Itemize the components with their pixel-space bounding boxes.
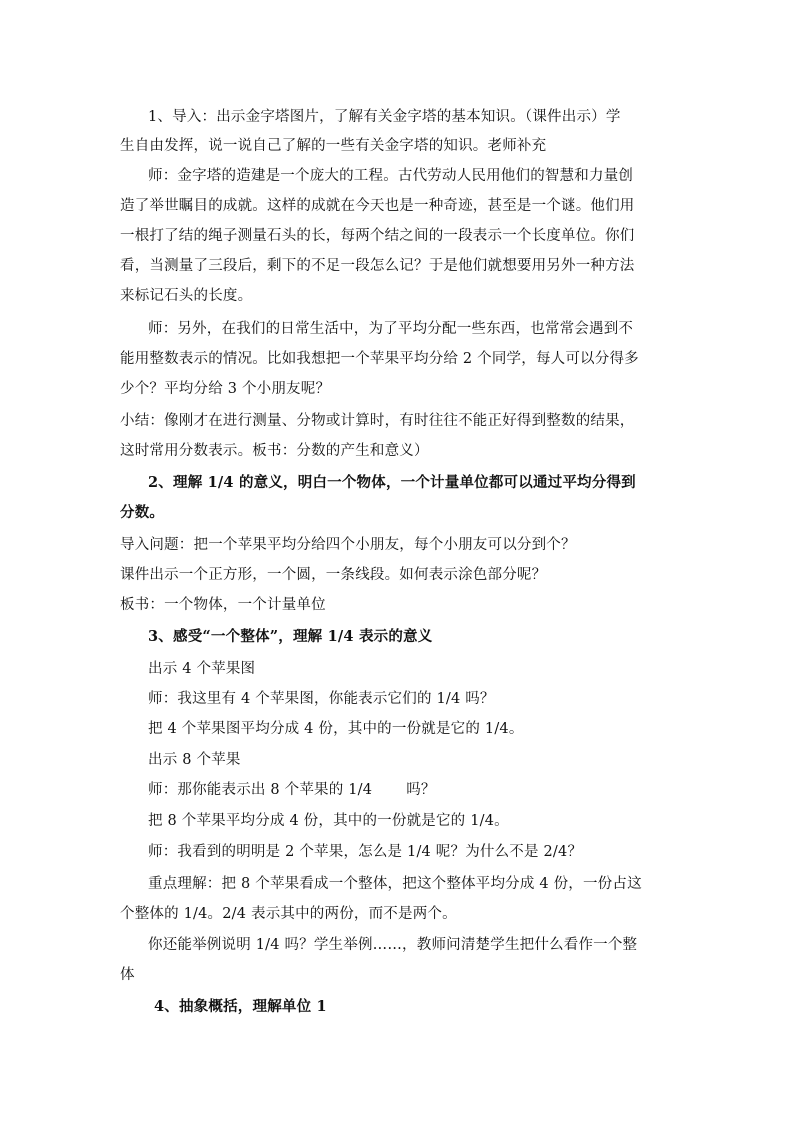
- heading-section-3: 3、感受“一个整体”，理解 1/4 表示的意义: [148, 628, 433, 645]
- section-2-board: 板书：一个物体，一个计量单位: [120, 597, 326, 613]
- paragraph-key-point-line-2: 个整体的 1/4。2/4 表示其中的两份，而不是两个。: [120, 906, 457, 922]
- section-3-question: [148, 780, 436, 800]
- paragraph-summary-line-2: 这时常用分数表示。板书：分数的产生和意义）: [120, 443, 429, 459]
- paragraph-summary-line-1: 小结：像刚才在进行测量、分物或计算时，有时往往不能正好得到整数的结果，: [120, 413, 635, 429]
- section-3-line-3: 把 4 个苹果图平均分成 4 份，其中的一份就是它的 1/4。: [148, 721, 524, 737]
- heading-section-2-line-2: 分数。: [120, 504, 165, 521]
- paragraph-examples-line-1: 你还能举例说明 1/4 吗？学生举例……，教师问清楚学生把什么看作一个整: [148, 937, 638, 953]
- paragraph-intro-line-2: 生自由发挥，说一说自己了解的一些有关金字塔的知识。老师补充: [120, 138, 547, 154]
- paragraph-daily-life-line-3: 少个？平均分给 3 个小朋友呢？: [120, 381, 331, 397]
- paragraph-pyramid-line-5: 来标记石头的长度。: [120, 288, 253, 304]
- paragraph-key-point-line-1: 重点理解：把 8 个苹果看成一个整体，把这个整体平均分成 4 份，一份占这: [148, 876, 642, 892]
- section-2-question: 导入问题：把一个苹果平均分给四个小朋友，每个小朋友可以分到个？: [120, 537, 576, 553]
- paragraph-pyramid-line-1: 师：金字塔的造建是一个庞大的工程。古代劳动人民用他们的智慧和力量创: [148, 168, 634, 184]
- section-3-line-4: 出示 8 个苹果: [148, 752, 241, 768]
- section-3-line-2: 师：我这里有 4 个苹果图，你能表示它们的 1/4 吗？: [148, 691, 495, 707]
- paragraph-daily-life-line-2: 能用整数表示的情况。比如我想把一个苹果平均分给 2 个同学，每人可以分得多: [120, 351, 639, 367]
- heading-section-2-line-1: 2、理解 1/4 的意义，明白一个物体，一个计量单位都可以通过平均分得到: [148, 474, 636, 491]
- paragraph-intro-line-1: 1、导入：出示金字塔图片，了解有关金字塔的基本知识。（课件出示）学: [148, 109, 621, 125]
- section-2-courseware: 课件出示一个正方形，一个圆，一条线段。如何表示涂色部分呢？: [120, 567, 547, 583]
- paragraph-pyramid-line-2: 造了举世瞩目的成就。这样的成就在今天也是一种奇迹，甚至是一个谜。他们用: [120, 198, 635, 214]
- section-3-question-b: 吗？: [406, 782, 436, 798]
- paragraph-examples-line-2: 体: [120, 967, 135, 983]
- section-3-line-6: 把 8 个苹果平均分成 4 份，其中的一份就是它的 1/4。: [148, 813, 509, 829]
- heading-section-4: 4、抽象概括，理解单位 1: [154, 998, 327, 1015]
- paragraph-daily-life-line-1: 师：另外，在我们的日常生活中，为了平均分配一些东西，也常常会遇到不: [148, 321, 634, 337]
- paragraph-pyramid-line-4: 看，当测量了三段后，剩下的不足一段怎么记？于是他们就想要用另外一种方法: [120, 258, 635, 274]
- section-3-line-7: 师：我看到的明明是 2 个苹果，怎么是 1/4 呢？为什么不是 2/4？: [148, 844, 583, 860]
- section-3-line-1: 出示 4 个苹果图: [148, 661, 256, 677]
- section-3-question-a: 师：那你能表示出 8 个苹果的 1/4: [148, 782, 373, 798]
- paragraph-pyramid-line-3: 一根打了结的绳子测量石头的长，每两个结之间的一段表示一个长度单位。你们: [120, 228, 635, 244]
